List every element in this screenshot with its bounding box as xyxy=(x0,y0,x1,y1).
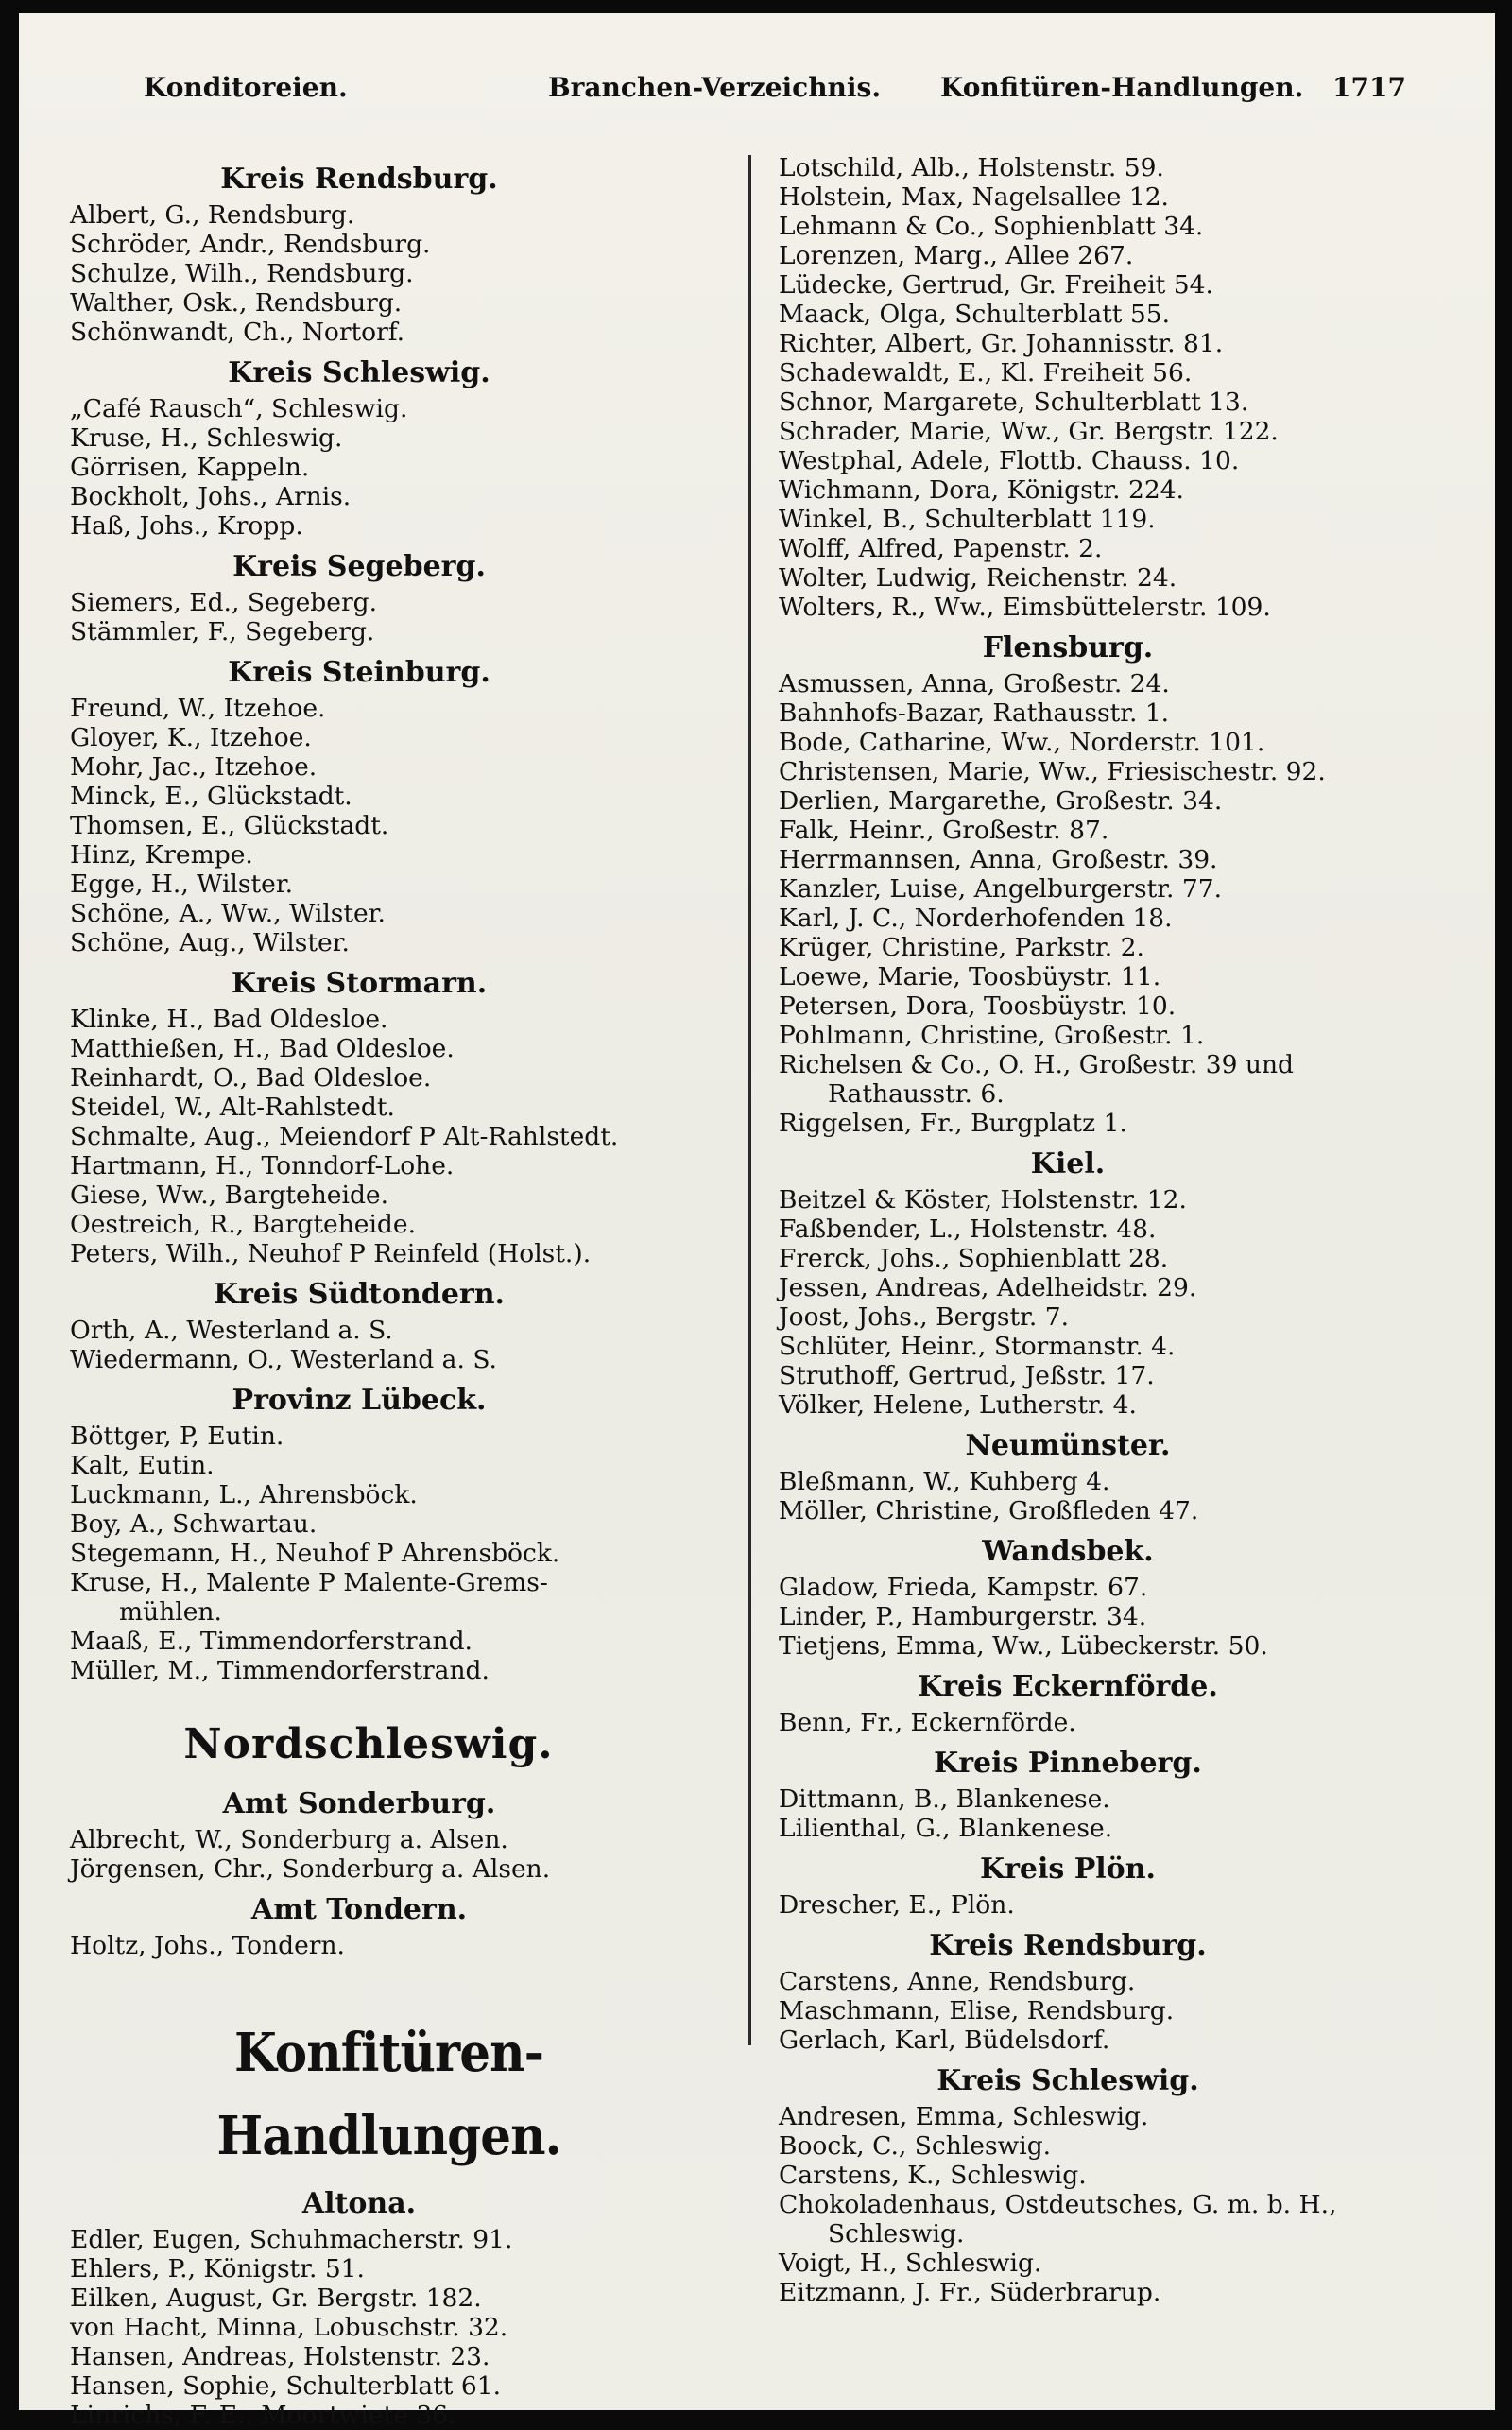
directory-entry: Freund, W., Itzehoe. xyxy=(70,694,326,723)
section-heading: Kreis Rendsburg. xyxy=(220,163,498,196)
directory-entry: Gladow, Frieda, Kampstr. 67. xyxy=(779,1573,1148,1602)
directory-entry: Ehlers, P., Königstr. 51. xyxy=(70,2254,365,2284)
directory-entry: Siemers, Ed., Segeberg. xyxy=(70,588,378,617)
section-heading: Altona. xyxy=(301,2187,417,2220)
directory-entry: Kruse, H., Malente P Malente-Grems- xyxy=(70,1568,548,1597)
directory-entry: Benn, Fr., Eckernförde. xyxy=(779,1708,1076,1737)
directory-entry: Görrisen, Kappeln. xyxy=(70,453,310,482)
directory-entry: Luckmann, L., Ahrensböck. xyxy=(70,1480,418,1509)
directory-entry: Albrecht, W., Sonderburg a. Alsen. xyxy=(70,1825,508,1854)
entry-continuation: mühlen. xyxy=(119,1597,222,1627)
directory-entry: Schnor, Margarete, Schulterblatt 13. xyxy=(779,388,1249,417)
directory-entry: Stämmler, F., Segeberg. xyxy=(70,617,375,646)
directory-entry: Linrichs, F. E., Moortwiete 36. xyxy=(70,2401,456,2430)
directory-entry: Andresen, Emma, Schleswig. xyxy=(779,2102,1149,2131)
section-heading: Wandsbek. xyxy=(982,1535,1154,1568)
running-head xyxy=(19,72,1495,119)
directory-entry: Riggelsen, Fr., Burgplatz 1. xyxy=(779,1109,1127,1138)
directory-entry: Giese, Ww., Bargteheide. xyxy=(70,1181,389,1210)
directory-entry: Maaß, E., Timmendorferstrand. xyxy=(70,1627,472,1656)
directory-entry: Schrader, Marie, Ww., Gr. Bergstr. 122. xyxy=(779,417,1279,446)
directory-entry: Boock, C., Schleswig. xyxy=(779,2131,1052,2161)
directory-entry: Stegemann, H., Neuhof P Ahrensböck. xyxy=(70,1539,560,1568)
directory-entry: Wiedermann, O., Westerland a. S. xyxy=(70,1345,497,1374)
directory-entry: Lilienthal, G., Blankenese. xyxy=(779,1814,1113,1843)
directory-entry: Bode, Catharine, Ww., Norderstr. 101. xyxy=(779,728,1265,757)
directory-entry: Egge, H., Wilster. xyxy=(70,870,294,899)
directory-entry: Kruse, H., Schleswig. xyxy=(70,423,343,453)
directory-entry: Hansen, Sophie, Schulterblatt 61. xyxy=(70,2371,502,2401)
directory-entry: Orth, A., Westerland a. S. xyxy=(70,1316,393,1345)
directory-entry: Falk, Heinr., Großestr. 87. xyxy=(779,816,1109,845)
directory-entry: Lehmann & Co., Sophienblatt 34. xyxy=(779,212,1204,241)
section-heading: Kreis Schleswig. xyxy=(228,356,490,389)
directory-entry: Schlüter, Heinr., Stormanstr. 4. xyxy=(779,1332,1176,1361)
directory-entry: Schröder, Andr., Rendsburg. xyxy=(70,230,431,259)
section-heading: Amt Sonderburg. xyxy=(222,1787,496,1820)
directory-entry: Asmussen, Anna, Großestr. 24. xyxy=(779,669,1170,698)
directory-entry: Karl, J. C., Norderhofenden 18. xyxy=(779,904,1173,933)
directory-entry: Hansen, Andreas, Holstenstr. 23. xyxy=(70,2342,490,2371)
directory-entry: Wichmann, Dora, Königstr. 224. xyxy=(779,475,1184,505)
entry-continuation: Schleswig. xyxy=(828,2219,965,2249)
section-heading: Neumünster. xyxy=(965,1429,1171,1462)
directory-entry: Schulze, Wilh., Rendsburg. xyxy=(70,259,414,288)
directory-entry: Boy, A., Schwartau. xyxy=(70,1509,318,1539)
directory-entry: Albert, G., Rendsburg. xyxy=(70,200,355,230)
directory-entry: Schöne, A., Ww., Wilster. xyxy=(70,899,386,928)
directory-entry: Chokoladenhaus, Ostdeutsches, G. m. b. H., xyxy=(779,2190,1337,2219)
section-heading: Kreis Eckernförde. xyxy=(918,1670,1218,1703)
directory-entry: Thomsen, E., Glückstadt. xyxy=(70,811,389,840)
section-heading: Kreis Pinneberg. xyxy=(934,1747,1202,1780)
section-heading: Kreis Steinburg. xyxy=(228,656,490,689)
directory-entry: Lorenzen, Marg., Allee 267. xyxy=(779,241,1134,270)
directory-entry: Eilken, August, Gr. Bergstr. 182. xyxy=(70,2284,482,2313)
directory-entry: Minck, E., Glückstadt. xyxy=(70,782,352,811)
directory-entry: Joost, Johs., Bergstr. 7. xyxy=(779,1302,1070,1332)
directory-entry: Schadewaldt, E., Kl. Freiheit 56. xyxy=(779,358,1193,388)
directory-entry: Tietjens, Emma, Ww., Lübeckerstr. 50. xyxy=(779,1631,1268,1661)
directory-entry: Maack, Olga, Schulterblatt 55. xyxy=(779,300,1170,329)
directory-entry: Schönwandt, Ch., Nortorf. xyxy=(70,318,405,347)
directory-entry: Oestreich, R., Bargteheide. xyxy=(70,1210,416,1239)
directory-entry: Derlien, Margarethe, Großestr. 34. xyxy=(779,786,1223,816)
directory-entry: Frerck, Johs., Sophienblatt 28. xyxy=(779,1244,1169,1273)
directory-entry: Herrmannsen, Anna, Großestr. 39. xyxy=(779,845,1218,874)
section-heading: Kreis Segeberg. xyxy=(232,550,486,583)
directory-entry: „Café Rausch“, Schleswig. xyxy=(70,394,408,423)
directory-entry: Gerlach, Karl, Büdelsdorf. xyxy=(779,2025,1110,2055)
directory-entry: Drescher, E., Plön. xyxy=(779,1890,1015,1920)
section-heading: Kreis Schleswig. xyxy=(936,2064,1199,2097)
directory-entry: Jessen, Andreas, Adelheidstr. 29. xyxy=(779,1273,1197,1302)
section-heading: Kreis Plön. xyxy=(980,1853,1156,1886)
directory-entry: Voigt, H., Schleswig. xyxy=(779,2249,1042,2278)
directory-entry: Christensen, Marie, Ww., Friesischestr. 92. xyxy=(779,757,1326,786)
directory-entry: Richter, Albert, Gr. Johannisstr. 81. xyxy=(779,329,1224,358)
page-number: 1717 xyxy=(1332,72,1406,103)
directory-entry: Loewe, Marie, Toosbüystr. 11. xyxy=(779,962,1161,991)
directory-entry: Möller, Christine, Großfleden 47. xyxy=(779,1496,1199,1525)
directory-entry: Bahnhofs-Bazar, Rathausstr. 1. xyxy=(779,698,1170,728)
directory-entry: Müller, M., Timmendorferstrand. xyxy=(70,1656,490,1685)
directory-entry: Lotschild, Alb., Holstenstr. 59. xyxy=(779,153,1164,182)
header-left: Konditoreien. xyxy=(144,72,348,103)
directory-entry: Bleßmann, W., Kuhberg 4. xyxy=(779,1467,1110,1496)
directory-entry: Bockholt, Johs., Arnis. xyxy=(70,482,352,511)
category-heading: Konfitüren-Handlungen. xyxy=(216,2022,561,2167)
section-heading: Provinz Lübeck. xyxy=(232,1384,487,1417)
directory-entry: von Hacht, Minna, Lobuschstr. 32. xyxy=(70,2313,508,2342)
directory-entry: Richelsen & Co., O. H., Großestr. 39 und xyxy=(779,1050,1294,1079)
directory-entry: Dittmann, B., Blankenese. xyxy=(779,1784,1110,1814)
directory-entry: Schöne, Aug., Wilster. xyxy=(70,928,350,957)
directory-entry: Schmalte, Aug., Meiendorf P Alt-Rahlstedt. xyxy=(70,1122,619,1151)
directory-entry: Hinz, Krempe. xyxy=(70,840,253,870)
section-heading: Kreis Stormarn. xyxy=(231,967,488,1000)
directory-entry: Carstens, K., Schleswig. xyxy=(779,2161,1087,2190)
directory-entry: Beitzel & Köster, Holstenstr. 12. xyxy=(779,1185,1187,1215)
directory-entry: Matthießen, H., Bad Oldesloe. xyxy=(70,1034,455,1063)
header-center: Branchen-Verzeichnis. xyxy=(548,72,882,103)
directory-entry: Böttger, P, Eutin. xyxy=(70,1422,284,1451)
directory-entry: Westphal, Adele, Flottb. Chauss. 10. xyxy=(779,446,1240,475)
directory-entry: Eitzmann, J. Fr., Süderbrarup. xyxy=(779,2278,1161,2307)
region-heading: Nordschleswig. xyxy=(183,1720,554,1768)
section-heading: Kreis Südtondern. xyxy=(214,1278,505,1311)
section-heading: Flensburg. xyxy=(982,631,1154,664)
section-heading: Kreis Rendsburg. xyxy=(929,1929,1207,1962)
directory-entry: Holtz, Johs., Tondern. xyxy=(70,1931,345,1960)
directory-entry: Klinke, H., Bad Oldesloe. xyxy=(70,1005,388,1034)
directory-entry: Petersen, Dora, Toosbüystr. 10. xyxy=(779,991,1177,1021)
directory-entry: Hartmann, H., Tonndorf-Lohe. xyxy=(70,1151,455,1181)
directory-entry: Struthoff, Gertrud, Jeßstr. 17. xyxy=(779,1361,1155,1390)
directory-entry: Holstein, Max, Nagelsallee 12. xyxy=(779,182,1169,212)
directory-entry: Maschmann, Elise, Rendsburg. xyxy=(779,1996,1175,2025)
directory-entry: Wolters, R., Ww., Eimsbüttelerstr. 109. xyxy=(779,593,1271,622)
section-heading: Amt Tondern. xyxy=(250,1893,468,1926)
directory-entry: Wolter, Ludwig, Reichenstr. 24. xyxy=(779,563,1177,593)
directory-entry: Linder, P., Hamburgerstr. 34. xyxy=(779,1602,1147,1631)
directory-page xyxy=(19,13,1495,2430)
directory-entry: Faßbender, L., Holstenstr. 48. xyxy=(779,1215,1157,1244)
directory-entry: Mohr, Jac., Itzehoe. xyxy=(70,752,318,782)
directory-entry: Walther, Osk., Rendsburg. xyxy=(70,288,403,318)
directory-entry: Winkel, B., Schulterblatt 119. xyxy=(779,505,1156,534)
header-right: Konfitüren-Handlungen. xyxy=(940,72,1304,103)
directory-entry: Völker, Helene, Lutherstr. 4. xyxy=(779,1390,1137,1420)
directory-entry: Kanzler, Luise, Angelburgerstr. 77. xyxy=(779,874,1222,904)
directory-entry: Jörgensen, Chr., Sonderburg a. Alsen. xyxy=(70,1854,551,1884)
entry-continuation: Rathausstr. 6. xyxy=(828,1079,1005,1109)
directory-entry: Wolff, Alfred, Papenstr. 2. xyxy=(779,534,1103,563)
section-heading: Kiel. xyxy=(1030,1147,1106,1181)
directory-entry: Peters, Wilh., Neuhof P Reinfeld (Holst.). xyxy=(70,1239,592,1268)
right-column xyxy=(765,153,1465,2307)
directory-entry: Carstens, Anne, Rendsburg. xyxy=(779,1967,1136,1996)
directory-entry: Pohlmann, Christine, Großestr. 1. xyxy=(779,1021,1205,1050)
directory-entry: Steidel, W., Alt-Rahlstedt. xyxy=(70,1093,395,1122)
directory-entry: Gloyer, K., Itzehoe. xyxy=(70,723,312,752)
left-column xyxy=(57,153,756,2430)
directory-entry: Edler, Eugen, Schuhmacherstr. 91. xyxy=(70,2225,513,2254)
directory-entry: Haß, Johs., Kropp. xyxy=(70,511,303,541)
directory-entry: Kalt, Eutin. xyxy=(70,1451,215,1480)
directory-entry: Lüdecke, Gertrud, Gr. Freiheit 54. xyxy=(779,270,1213,300)
directory-entry: Krüger, Christine, Parkstr. 2. xyxy=(779,933,1144,962)
directory-entry: Reinhardt, O., Bad Oldesloe. xyxy=(70,1063,432,1093)
